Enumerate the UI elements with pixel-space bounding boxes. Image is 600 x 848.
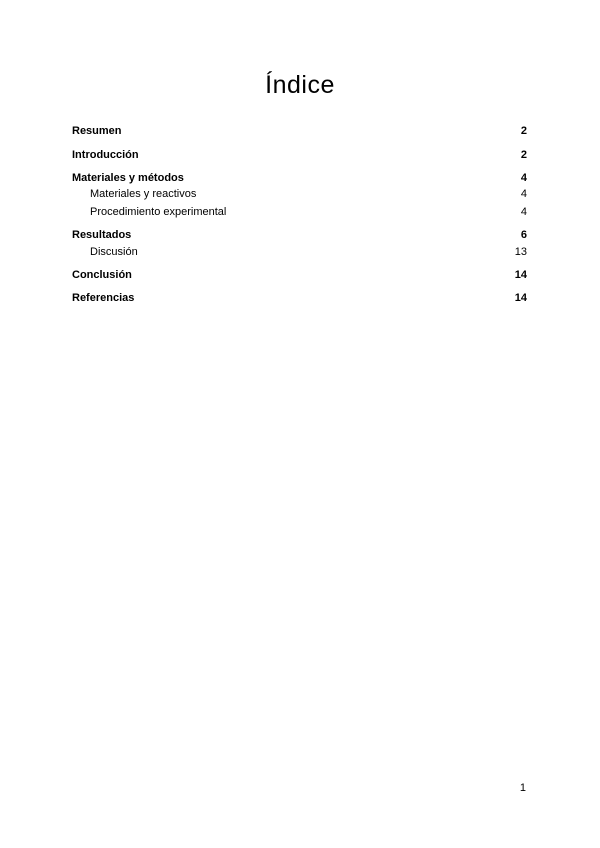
toc-entry-introduccion xyxy=(72,148,528,162)
toc-entry-resumen xyxy=(72,124,528,138)
toc-entry-conclusion xyxy=(72,268,528,282)
page-number: 1 xyxy=(519,782,526,794)
page-title: Índice xyxy=(265,71,335,99)
toc-entry-label: Procedimiento experimental xyxy=(90,206,227,218)
toc-entry-page: 14 xyxy=(514,269,527,281)
toc-entry-page: 4 xyxy=(520,206,527,218)
toc-entry-page: 2 xyxy=(520,149,527,161)
toc-entry-page: 6 xyxy=(520,229,527,241)
toc-entry-label: Referencias xyxy=(72,292,135,304)
toc-entry-page: 13 xyxy=(514,246,527,258)
toc-entry-page: 4 xyxy=(520,188,527,200)
toc-entry-label: Materiales y métodos xyxy=(72,172,184,184)
toc-entry-page: 4 xyxy=(520,172,527,184)
toc-entry-label: Introducción xyxy=(72,149,139,161)
toc-entry-page: 14 xyxy=(514,292,527,304)
toc-entry-page: 2 xyxy=(520,125,527,137)
toc-entry-referencias xyxy=(72,291,528,305)
toc-entry-label: Materiales y reactivos xyxy=(90,188,197,200)
toc-entry-resultados xyxy=(72,228,528,242)
toc-entry-label: Resultados xyxy=(72,229,132,241)
toc-entry-discusion xyxy=(72,245,528,259)
toc-entry-label: Discusión xyxy=(90,246,138,258)
toc-entry-label: Resumen xyxy=(72,125,122,137)
toc-entry-materiales-y-metodos xyxy=(72,171,528,185)
toc-entry-procedimiento-experimental xyxy=(72,205,528,219)
toc-entry-label: Conclusión xyxy=(72,269,132,281)
toc-entry-materiales-y-reactivos xyxy=(72,187,528,201)
